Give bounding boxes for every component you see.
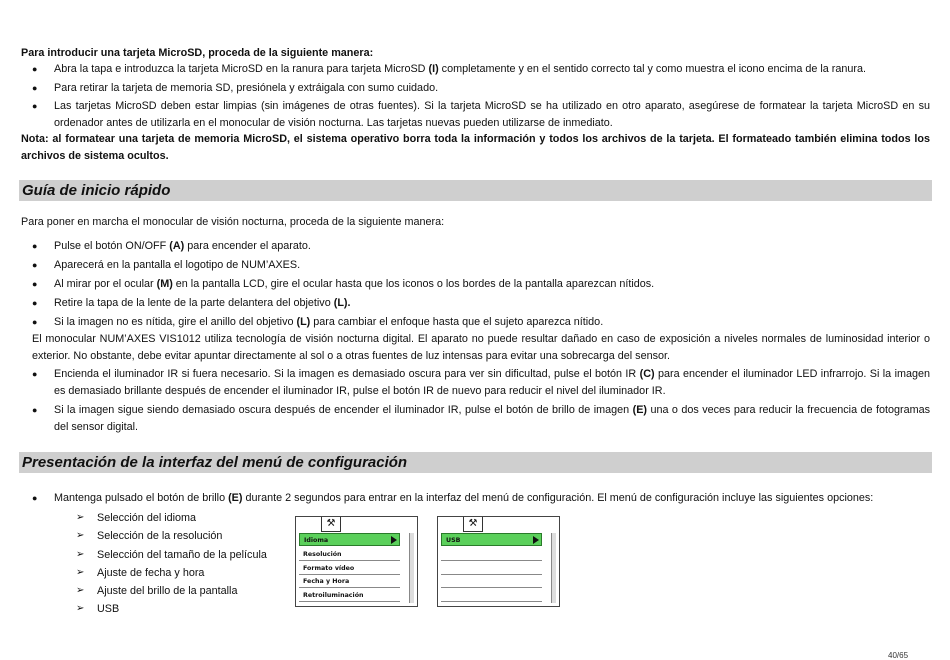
option-item: ➢ Selección de la resolución: [76, 527, 267, 545]
menu-item-selected: Idioma: [299, 533, 400, 546]
list-item: ● Si la imagen sigue siendo demasiado oscura después de encender el iluminador IR, pulse el botón de brillo de imagen (E) una o dos veces para reducir la frecuencia de fotogramas del sensor digital.: [32, 404, 930, 433]
menu-item: [441, 548, 542, 561]
list-item: ● Aparecerá en la pantalla el logotipo de NUM’AXES.: [32, 259, 301, 271]
section-heading-settings: Presentación de la interfaz del menú de configuración: [19, 452, 932, 473]
list-item: ● Las tarjetas MicroSD deben estar limpias (sin imágenes de otras fuentes). Si la tarjeta MicroSD se ha utilizado en otro aparato, asegúrese de formatear la tarjeta MicroSD en su ordenador antes de utilizarla en el monocular de visión nocturna. Las tarjetas nuevas pueden utilizarse de inmediato.: [32, 100, 930, 129]
list-item: ● Pulse el botón ON/OFF (A) para encender el aparato.: [32, 240, 311, 252]
menu-item: Resolución: [299, 548, 400, 561]
list-item: ● Mantenga pulsado el botón de brillo (E) durante 2 segundos para entrar en la interfaz del menú de configuración. El menú de configuración incluye las siguientes opciones:: [32, 492, 874, 504]
menu-item: [441, 589, 542, 602]
menu-item: [441, 562, 542, 575]
option-item: ➢ Ajuste de fecha y hora: [76, 564, 267, 582]
menu-item-selected: USB: [441, 533, 542, 546]
menu-screen-1: [295, 516, 418, 607]
settings-list: [21, 490, 930, 507]
arrow-bullet-icon: ➢: [76, 585, 85, 597]
list-item: ● Abra la tapa e introduzca la tarjeta MicroSD en la ranura para tarjeta MicroSD (I) completamente y en el sentido correcto tal y como muestra el icono encima de la ranura.: [32, 63, 866, 75]
option-item: ➢ USB: [76, 600, 267, 618]
section-heading-quickstart: Guía de inicio rápido: [19, 180, 932, 201]
arrow-bullet-icon: ➢: [76, 548, 85, 560]
quickstart-intro: Para poner en marcha el monocular de visión nocturna, proceda de la siguiente manera:: [21, 216, 445, 228]
list-item: ● Para retirar la tarjeta de memoria SD, presiónela y extráigala con sumo cuidado.: [32, 81, 439, 94]
list-item: ● Retire la tapa de la lente de la parte delantera del objetivo (L).: [32, 297, 351, 309]
tools-icon: ⚒: [463, 517, 483, 532]
menu-scrollbar: [409, 533, 414, 603]
settings-options-list: [76, 509, 267, 619]
list-item: ● Si la imagen no es nítida, gire el anillo del objetivo (L) para cambiar el enfoque hasta que el sujeto aparezca nítido.: [32, 316, 604, 328]
menu-item: Formato vídeo: [299, 562, 400, 575]
list-item: ● Encienda el iluminador IR si fuera necesario. Si la imagen es demasiado oscura para ver sin dificultad, pulse el botón IR (C) para encender el iluminador LED infrarrojo. Si la imagen es demasiado brillante después de encender el iluminador IR, pulse el botón IR de nuevo para reducir el nivel del iluminador IR.: [32, 368, 930, 397]
option-item: ➢ Selección del idioma: [76, 509, 267, 527]
menu-item: [441, 575, 542, 588]
monocular-paragraph: El monocular NUM’AXES VIS1012 utiliza tecnología de visión nocturna digital. El aparato no puede resultar dañado en caso de exposición a niveles normales de luminosidad interior o exterior. No obstante, debe evitar apuntar directamente al sol o a otras fuentes de luz intensas para evitar una sobrecarga del sensor.: [32, 333, 930, 362]
menu-screen-2: [437, 516, 560, 607]
arrow-bullet-icon: ➢: [76, 530, 85, 542]
arrow-bullet-icon: ➢: [76, 566, 85, 578]
list-item: ● Al mirar por el ocular (M) en la pantalla LCD, gire el ocular hasta que los iconos o los bordes de la pantalla aparezcan nítidos.: [32, 278, 655, 290]
ir-list: [21, 366, 930, 435]
microsd-list: [21, 61, 930, 131]
microsd-heading: Para introducir una tarjeta MicroSD, proceda de la siguiente manera:: [21, 47, 374, 59]
option-item: ➢ Ajuste del brillo de la pantalla: [76, 582, 267, 600]
menu-item: Fecha y Hora: [299, 575, 400, 588]
format-note: Nota: al formatear una tarjeta de memoria MicroSD, el sistema operativo borra toda la información y todos los archivos de la tarjeta. El formateado también elimina todos los archivos de sistema ocultos.: [21, 133, 930, 162]
menu-scrollbar: [551, 533, 556, 603]
arrow-bullet-icon: ➢: [76, 603, 85, 615]
option-item: ➢ Selección del tamaño de la película: [76, 546, 267, 564]
tools-icon: ⚒: [321, 517, 341, 532]
menu-item: Retroiluminación: [299, 589, 400, 602]
arrow-bullet-icon: ➢: [76, 512, 85, 523]
page-number: 40/65: [888, 651, 909, 660]
quickstart-list: [21, 238, 930, 331]
